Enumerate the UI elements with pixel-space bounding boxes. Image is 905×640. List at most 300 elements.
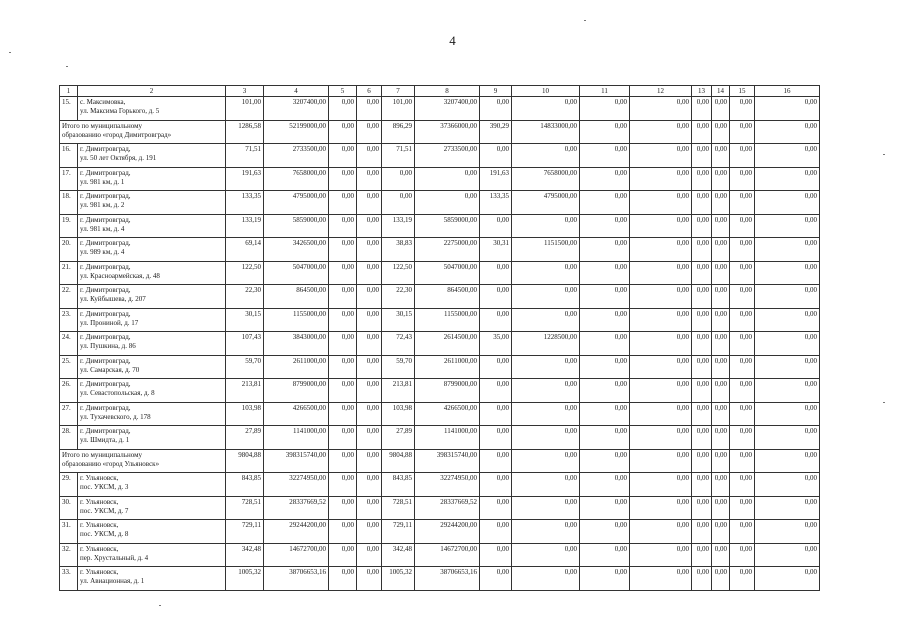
value-cell: 0,00 xyxy=(357,261,382,285)
value-cell: 4795000,00 xyxy=(264,191,329,215)
value-cell: 0,00 xyxy=(329,520,357,544)
value-cell: 0,00 xyxy=(692,97,712,121)
value-cell: 0,00 xyxy=(630,355,692,379)
value-cell: 213,81 xyxy=(226,379,264,403)
value-cell: 0,00 xyxy=(755,355,820,379)
value-cell: 5047000,00 xyxy=(264,261,329,285)
value-cell: 0,00 xyxy=(630,567,692,591)
table-row xyxy=(60,426,820,450)
address-line: ул. Пушкина, д. 86 xyxy=(80,342,136,350)
value-cell: 0,00 xyxy=(512,520,580,544)
value-cell: 0,00 xyxy=(329,191,357,215)
table-row-total xyxy=(60,449,820,473)
table-row xyxy=(60,402,820,426)
scan-speck xyxy=(159,605,161,606)
value-cell: 0,00 xyxy=(357,520,382,544)
value-cell: 0,00 xyxy=(730,285,755,309)
value-cell: 0,00 xyxy=(382,167,415,191)
address-line: г. Димитровград, xyxy=(80,239,131,247)
value-cell: 0,00 xyxy=(630,285,692,309)
value-cell: 896,29 xyxy=(382,120,415,144)
value-cell: 0,00 xyxy=(712,449,730,473)
value-cell: 0,00 xyxy=(730,238,755,262)
value-cell: 843,85 xyxy=(226,473,264,497)
table-header-row xyxy=(60,86,820,97)
row-number: 27. xyxy=(60,402,78,426)
value-cell: 0,00 xyxy=(480,520,512,544)
value-cell: 0,00 xyxy=(755,473,820,497)
value-cell: 0,00 xyxy=(630,308,692,332)
value-cell: 4266500,00 xyxy=(415,402,480,426)
value-cell: 191,63 xyxy=(226,167,264,191)
value-cell: 0,00 xyxy=(755,543,820,567)
value-cell: 30,15 xyxy=(226,308,264,332)
address-cell xyxy=(78,308,226,332)
value-cell: 0,00 xyxy=(357,167,382,191)
data-table xyxy=(59,85,820,591)
address-line: г. Ульяновск, xyxy=(80,568,119,576)
table-row xyxy=(60,473,820,497)
address-line: пос. УКСМ, д. 3 xyxy=(80,483,129,491)
address-cell xyxy=(78,355,226,379)
table-row xyxy=(60,520,820,544)
value-cell: 0,00 xyxy=(329,308,357,332)
value-cell: 0,00 xyxy=(382,191,415,215)
value-cell: 2614500,00 xyxy=(415,332,480,356)
value-cell: 0,00 xyxy=(755,167,820,191)
value-cell: 37366000,00 xyxy=(415,120,480,144)
value-cell: 191,63 xyxy=(480,167,512,191)
value-cell: 0,00 xyxy=(329,144,357,168)
value-cell: 0,00 xyxy=(512,426,580,450)
value-cell: 2611000,00 xyxy=(415,355,480,379)
value-cell: 0,00 xyxy=(480,496,512,520)
address-line: г. Димитровград, xyxy=(80,145,131,153)
address-cell xyxy=(78,238,226,262)
col-header: 5 xyxy=(329,86,357,97)
row-number: 26. xyxy=(60,379,78,403)
address-line: г. Ульяновск, xyxy=(80,521,119,529)
value-cell: 0,00 xyxy=(512,261,580,285)
value-cell: 0,00 xyxy=(630,238,692,262)
value-cell: 0,00 xyxy=(357,496,382,520)
value-cell: 28337669,52 xyxy=(415,496,480,520)
value-cell: 0,00 xyxy=(712,261,730,285)
address-line: г. Димитровград, xyxy=(80,380,131,388)
address-line: г. Димитровград, xyxy=(80,333,131,341)
value-cell: 0,00 xyxy=(580,567,630,591)
row-number: 24. xyxy=(60,332,78,356)
value-cell: 0,00 xyxy=(580,167,630,191)
value-cell: 843,85 xyxy=(382,473,415,497)
value-cell: 0,00 xyxy=(712,285,730,309)
value-cell: 29244200,00 xyxy=(415,520,480,544)
address-line: г. Ульяновск, xyxy=(80,544,119,553)
value-cell: 0,00 xyxy=(712,520,730,544)
value-cell: 0,00 xyxy=(692,496,712,520)
value-cell: 8799000,00 xyxy=(415,379,480,403)
value-cell: 9804,88 xyxy=(382,449,415,473)
address-line: ул. 50 лет Октября, д. 191 xyxy=(80,154,157,162)
value-cell: 0,00 xyxy=(512,473,580,497)
value-cell: 0,00 xyxy=(357,567,382,591)
value-cell: 0,00 xyxy=(712,144,730,168)
value-cell: 0,00 xyxy=(692,214,712,238)
value-cell: 0,00 xyxy=(630,426,692,450)
value-cell: 0,00 xyxy=(580,543,630,567)
value-cell: 0,00 xyxy=(580,144,630,168)
value-cell: 0,00 xyxy=(630,379,692,403)
value-cell: 0,00 xyxy=(730,543,755,567)
address-line: с. Максимовка, xyxy=(80,98,126,106)
value-cell: 0,00 xyxy=(580,261,630,285)
value-cell: 0,00 xyxy=(329,449,357,473)
col-header: 12 xyxy=(630,86,692,97)
address-line: г. Димитровград, xyxy=(80,403,131,412)
value-cell: 0,00 xyxy=(712,426,730,450)
value-cell: 0,00 xyxy=(512,144,580,168)
value-cell: 1151500,00 xyxy=(512,238,580,262)
value-cell: 0,00 xyxy=(357,144,382,168)
value-cell: 22,30 xyxy=(226,285,264,309)
row-number: 31. xyxy=(60,520,78,544)
value-cell: 0,00 xyxy=(580,191,630,215)
table-row xyxy=(60,167,820,191)
value-cell: 0,00 xyxy=(755,426,820,450)
value-cell: 0,00 xyxy=(329,543,357,567)
address-cell xyxy=(78,426,226,450)
value-cell: 1155000,00 xyxy=(264,308,329,332)
value-cell: 728,51 xyxy=(382,496,415,520)
col-header: 7 xyxy=(382,86,415,97)
value-cell: 0,00 xyxy=(580,520,630,544)
address-line: г. Ульяновск, xyxy=(80,497,119,506)
address-cell xyxy=(78,496,226,520)
value-cell: 0,00 xyxy=(580,355,630,379)
value-cell: 0,00 xyxy=(692,567,712,591)
value-cell: 0,00 xyxy=(755,567,820,591)
value-cell: 14833000,00 xyxy=(512,120,580,144)
value-cell: 3426500,00 xyxy=(264,238,329,262)
value-cell: 0,00 xyxy=(692,449,712,473)
value-cell: 0,00 xyxy=(712,214,730,238)
value-cell: 0,00 xyxy=(329,97,357,121)
value-cell: 0,00 xyxy=(755,520,820,544)
value-cell: 0,00 xyxy=(329,214,357,238)
row-number: 33. xyxy=(60,567,78,591)
value-cell: 0,00 xyxy=(357,355,382,379)
address-cell xyxy=(78,167,226,191)
row-number: 16. xyxy=(60,144,78,168)
table-row xyxy=(60,261,820,285)
value-cell: 30,15 xyxy=(382,308,415,332)
value-cell: 3843000,00 xyxy=(264,332,329,356)
value-cell: 0,00 xyxy=(755,120,820,144)
address-line: г. Димитровград, xyxy=(80,262,131,271)
value-cell: 0,00 xyxy=(512,285,580,309)
value-cell: 0,00 xyxy=(512,97,580,121)
address-line: г. Димитровград, xyxy=(80,309,131,318)
value-cell: 0,00 xyxy=(712,191,730,215)
address-line: пос. УКСМ, д. 7 xyxy=(80,506,129,515)
value-cell: 52199000,00 xyxy=(264,120,329,144)
value-cell: 0,00 xyxy=(580,238,630,262)
scan-speck xyxy=(584,20,586,21)
value-cell: 133,19 xyxy=(382,214,415,238)
value-cell: 2275000,00 xyxy=(415,238,480,262)
value-cell: 0,00 xyxy=(329,426,357,450)
address-line: ул. Самарская, д. 70 xyxy=(80,365,140,374)
value-cell: 0,00 xyxy=(630,120,692,144)
value-cell: 1228500,00 xyxy=(512,332,580,356)
row-number: 29. xyxy=(60,473,78,497)
value-cell: 0,00 xyxy=(329,261,357,285)
address-line: ул. 981 км, д. 2 xyxy=(80,201,125,209)
value-cell: 59,70 xyxy=(226,355,264,379)
value-cell: 5859000,00 xyxy=(415,214,480,238)
value-cell: 59,70 xyxy=(382,355,415,379)
value-cell: 0,00 xyxy=(730,379,755,403)
address-cell xyxy=(78,97,226,121)
value-cell: 0,00 xyxy=(730,426,755,450)
value-cell: 0,00 xyxy=(329,402,357,426)
row-number: 15. xyxy=(60,97,78,121)
value-cell: 0,00 xyxy=(630,261,692,285)
value-cell: 101,00 xyxy=(382,97,415,121)
value-cell: 0,00 xyxy=(357,191,382,215)
address-cell xyxy=(78,191,226,215)
value-cell: 0,00 xyxy=(630,402,692,426)
value-cell: 1005,32 xyxy=(226,567,264,591)
col-header: 6 xyxy=(357,86,382,97)
value-cell: 0,00 xyxy=(730,332,755,356)
value-cell: 0,00 xyxy=(712,543,730,567)
page-number: 4 xyxy=(449,33,456,48)
value-cell: 0,00 xyxy=(730,167,755,191)
address-line: г. Димитровград, xyxy=(80,215,131,224)
table-body xyxy=(60,86,820,591)
value-cell: 103,98 xyxy=(226,402,264,426)
value-cell: 0,00 xyxy=(692,308,712,332)
value-cell: 0,00 xyxy=(692,355,712,379)
value-cell: 27,89 xyxy=(226,426,264,450)
value-cell: 2733500,00 xyxy=(415,144,480,168)
value-cell: 30,31 xyxy=(480,238,512,262)
col-header: 14 xyxy=(712,86,730,97)
value-cell: 0,00 xyxy=(712,473,730,497)
value-cell: 0,00 xyxy=(580,308,630,332)
scan-speck xyxy=(66,66,68,67)
value-cell: 729,11 xyxy=(382,520,415,544)
value-cell: 0,00 xyxy=(580,473,630,497)
value-cell: 398315740,00 xyxy=(415,449,480,473)
value-cell: 0,00 xyxy=(480,449,512,473)
value-cell: 0,00 xyxy=(357,238,382,262)
row-number: 19. xyxy=(60,214,78,238)
value-cell: 0,00 xyxy=(755,238,820,262)
address-line: ул. Куйбышева, д. 207 xyxy=(80,295,146,303)
address-cell xyxy=(78,520,226,544)
address-line: ул. Прониной, д. 17 xyxy=(80,318,139,327)
value-cell: 0,00 xyxy=(755,379,820,403)
value-cell: 729,11 xyxy=(226,520,264,544)
value-cell: 0,00 xyxy=(512,567,580,591)
address-line: ул. 989 км, д. 4 xyxy=(80,248,125,256)
value-cell: 213,81 xyxy=(382,379,415,403)
value-cell: 28337669,52 xyxy=(264,496,329,520)
value-cell: 71,51 xyxy=(382,144,415,168)
value-cell: 0,00 xyxy=(357,473,382,497)
value-cell: 1286,58 xyxy=(226,120,264,144)
value-cell: 0,00 xyxy=(692,191,712,215)
table-row xyxy=(60,285,820,309)
value-cell: 2611000,00 xyxy=(264,355,329,379)
row-number: 23. xyxy=(60,308,78,332)
value-cell: 0,00 xyxy=(755,214,820,238)
value-cell: 0,00 xyxy=(692,238,712,262)
value-cell: 0,00 xyxy=(755,402,820,426)
value-cell: 0,00 xyxy=(357,308,382,332)
value-cell: 0,00 xyxy=(580,120,630,144)
value-cell: 0,00 xyxy=(480,214,512,238)
col-header: 13 xyxy=(692,86,712,97)
value-cell: 0,00 xyxy=(755,496,820,520)
value-cell: 0,00 xyxy=(357,214,382,238)
row-number: 30. xyxy=(60,496,78,520)
table-row xyxy=(60,567,820,591)
value-cell: 0,00 xyxy=(630,191,692,215)
value-cell: 0,00 xyxy=(512,379,580,403)
value-cell: 27,89 xyxy=(382,426,415,450)
table-row xyxy=(60,144,820,168)
value-cell: 0,00 xyxy=(357,426,382,450)
value-cell: 0,00 xyxy=(630,543,692,567)
value-cell: 0,00 xyxy=(692,261,712,285)
value-cell: 0,00 xyxy=(712,355,730,379)
value-cell: 0,00 xyxy=(357,120,382,144)
address-line: ул. Авиационная, д. 1 xyxy=(80,577,145,585)
value-cell: 0,00 xyxy=(712,308,730,332)
value-cell: 0,00 xyxy=(329,167,357,191)
row-number: 25. xyxy=(60,355,78,379)
table-row xyxy=(60,238,820,262)
table-row xyxy=(60,97,820,121)
value-cell: 1141000,00 xyxy=(415,426,480,450)
value-cell: 0,00 xyxy=(730,567,755,591)
value-cell: 4266500,00 xyxy=(264,402,329,426)
value-cell: 0,00 xyxy=(755,308,820,332)
total-label xyxy=(60,449,226,473)
value-cell: 38706653,16 xyxy=(415,567,480,591)
address-line: ул. Максима Горького, д. 5 xyxy=(80,107,160,115)
value-cell: 2733500,00 xyxy=(264,144,329,168)
value-cell: 0,00 xyxy=(730,402,755,426)
value-cell: 0,00 xyxy=(730,261,755,285)
address-cell xyxy=(78,261,226,285)
address-cell xyxy=(78,214,226,238)
value-cell: 0,00 xyxy=(580,97,630,121)
total-label xyxy=(60,120,226,144)
address-line: ул. Тухачевского, д. 178 xyxy=(80,412,151,421)
value-cell: 0,00 xyxy=(480,308,512,332)
value-cell: 0,00 xyxy=(329,567,357,591)
scan-speck xyxy=(883,402,885,403)
value-cell: 0,00 xyxy=(755,332,820,356)
value-cell: 0,00 xyxy=(357,402,382,426)
value-cell: 0,00 xyxy=(480,402,512,426)
value-cell: 0,00 xyxy=(730,120,755,144)
value-cell: 1005,32 xyxy=(382,567,415,591)
value-cell: 107,43 xyxy=(226,332,264,356)
value-cell: 0,00 xyxy=(580,379,630,403)
value-cell: 72,43 xyxy=(382,332,415,356)
value-cell: 0,00 xyxy=(712,379,730,403)
value-cell: 0,00 xyxy=(329,238,357,262)
value-cell: 0,00 xyxy=(692,426,712,450)
value-cell: 0,00 xyxy=(730,97,755,121)
address-line: г. Димитровград, xyxy=(80,427,131,435)
address-line: ул. 981 км, д. 4 xyxy=(80,224,125,233)
value-cell: 0,00 xyxy=(712,167,730,191)
value-cell: 864500,00 xyxy=(415,285,480,309)
value-cell: 0,00 xyxy=(329,473,357,497)
value-cell: 133,35 xyxy=(480,191,512,215)
value-cell: 0,00 xyxy=(357,379,382,403)
value-cell: 0,00 xyxy=(480,426,512,450)
value-cell: 0,00 xyxy=(730,144,755,168)
address-line: г. Димитровград, xyxy=(80,168,131,177)
value-cell: 0,00 xyxy=(630,144,692,168)
value-cell: 103,98 xyxy=(382,402,415,426)
address-line: пос. УКСМ, д. 8 xyxy=(80,530,129,538)
value-cell: 133,35 xyxy=(226,191,264,215)
value-cell: 0,00 xyxy=(755,449,820,473)
value-cell: 32274950,00 xyxy=(264,473,329,497)
value-cell: 0,00 xyxy=(730,496,755,520)
row-number: 17. xyxy=(60,167,78,191)
value-cell: 38,83 xyxy=(382,238,415,262)
value-cell: 0,00 xyxy=(692,473,712,497)
value-cell: 0,00 xyxy=(580,449,630,473)
address-line: ул. 981 км, д. 1 xyxy=(80,177,125,186)
value-cell: 32274950,00 xyxy=(415,473,480,497)
value-cell: 38706653,16 xyxy=(264,567,329,591)
value-cell: 122,50 xyxy=(382,261,415,285)
value-cell: 0,00 xyxy=(415,167,480,191)
table-row xyxy=(60,214,820,238)
address-cell xyxy=(78,543,226,567)
value-cell: 4795000,00 xyxy=(512,191,580,215)
table-row xyxy=(60,379,820,403)
value-cell: 0,00 xyxy=(580,214,630,238)
address-line: г. Ульяновск, xyxy=(80,474,119,482)
value-cell: 0,00 xyxy=(580,402,630,426)
value-cell: 35,00 xyxy=(480,332,512,356)
value-cell: 0,00 xyxy=(329,379,357,403)
value-cell: 0,00 xyxy=(712,120,730,144)
address-cell xyxy=(78,379,226,403)
value-cell: 0,00 xyxy=(630,496,692,520)
value-cell: 0,00 xyxy=(730,191,755,215)
col-header: 8 xyxy=(415,86,480,97)
total-label-line: Итого по муниципальному xyxy=(62,450,143,459)
address-cell xyxy=(78,285,226,309)
address-line: ул. Красноармейская, д. 48 xyxy=(80,271,160,280)
value-cell: 14672700,00 xyxy=(264,543,329,567)
value-cell: 1141000,00 xyxy=(264,426,329,450)
value-cell: 1155000,00 xyxy=(415,308,480,332)
value-cell: 0,00 xyxy=(512,449,580,473)
